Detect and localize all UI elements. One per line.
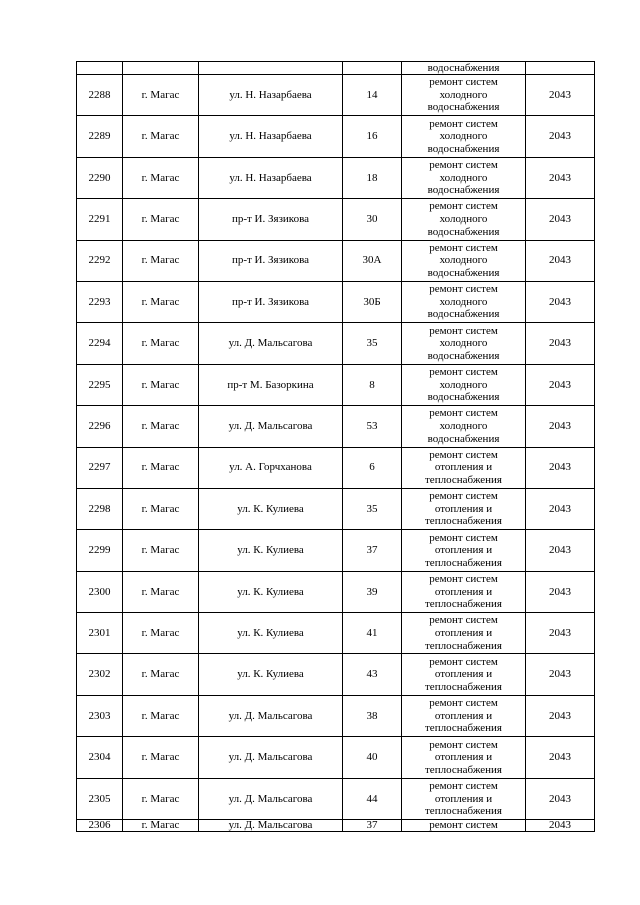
table-row xyxy=(77,75,595,116)
cell-city: г. Магас xyxy=(123,695,199,736)
cell-year: 2043 xyxy=(526,199,595,240)
table-row xyxy=(77,323,595,364)
table-row xyxy=(77,571,595,612)
cell-work-type: ремонт систем отопления и теплоснабжения xyxy=(402,613,526,654)
cell-work-type: ремонт систем отопления и теплоснабжения xyxy=(402,778,526,819)
cell-number: 2304 xyxy=(77,737,123,778)
cell-street: ул. Н. Назарбаева xyxy=(199,157,343,198)
cell-street: ул. Д. Мальсагова xyxy=(199,820,343,832)
repair-schedule-table xyxy=(76,61,595,832)
cell-number: 2294 xyxy=(77,323,123,364)
table-row xyxy=(77,406,595,447)
cell-house: 14 xyxy=(343,75,402,116)
table-row xyxy=(77,654,595,695)
table-row xyxy=(77,695,595,736)
cell-city: г. Магас xyxy=(123,157,199,198)
cell-house: 35 xyxy=(343,323,402,364)
cell-house: 39 xyxy=(343,571,402,612)
cell-house: 37 xyxy=(343,820,402,832)
cell-number: 2297 xyxy=(77,447,123,488)
cell-house: 38 xyxy=(343,695,402,736)
cell-house: 43 xyxy=(343,654,402,695)
cell-house: 35 xyxy=(343,488,402,529)
cell-house: 40 xyxy=(343,737,402,778)
cell-city: г. Магас xyxy=(123,364,199,405)
cell-year: 2043 xyxy=(526,447,595,488)
cell-street: ул. Н. Назарбаева xyxy=(199,75,343,116)
cell-city: г. Магас xyxy=(123,530,199,571)
cell-street: ул. А. Горчханова xyxy=(199,447,343,488)
cell-year: 2043 xyxy=(526,654,595,695)
cell-year: 2043 xyxy=(526,75,595,116)
table-body xyxy=(77,62,595,832)
cell-city: г. Магас xyxy=(123,199,199,240)
cell-work-type: ремонт систем холодного водоснабжения xyxy=(402,406,526,447)
cell-year: 2043 xyxy=(526,695,595,736)
cell-year xyxy=(526,62,595,75)
cell-work-type: ремонт систем отопления и теплоснабжения xyxy=(402,488,526,529)
cell-number: 2289 xyxy=(77,116,123,157)
cell-year: 2043 xyxy=(526,820,595,832)
cell-work-type: водоснабжения xyxy=(402,62,526,75)
cell-number: 2292 xyxy=(77,240,123,281)
cell-year: 2043 xyxy=(526,364,595,405)
cell-year: 2043 xyxy=(526,488,595,529)
cell-year: 2043 xyxy=(526,406,595,447)
cell-city: г. Магас xyxy=(123,240,199,281)
cell-street: ул. Н. Назарбаева xyxy=(199,116,343,157)
cell-house: 44 xyxy=(343,778,402,819)
cell-street: пр-т И. Зязикова xyxy=(199,240,343,281)
cell-work-type: ремонт систем холодного водоснабжения xyxy=(402,75,526,116)
table-row xyxy=(77,737,595,778)
cell-work-type: ремонт систем холодного водоснабжения xyxy=(402,116,526,157)
cell-street: ул. Д. Мальсагова xyxy=(199,737,343,778)
cell-city: г. Магас xyxy=(123,116,199,157)
cell-work-type: ремонт систем холодного водоснабжения xyxy=(402,323,526,364)
cell-house: 18 xyxy=(343,157,402,198)
cell-house: 41 xyxy=(343,613,402,654)
table-row xyxy=(77,820,595,832)
cell-work-type: ремонт систем холодного водоснабжения xyxy=(402,199,526,240)
cell-work-type: ремонт систем отопления и теплоснабжения xyxy=(402,530,526,571)
cell-number: 2298 xyxy=(77,488,123,529)
cell-city: г. Магас xyxy=(123,75,199,116)
table-row xyxy=(77,530,595,571)
cell-number: 2288 xyxy=(77,75,123,116)
cell-number: 2293 xyxy=(77,281,123,322)
cell-city: г. Магас xyxy=(123,281,199,322)
table-row xyxy=(77,62,595,75)
cell-year: 2043 xyxy=(526,530,595,571)
cell-city: г. Магас xyxy=(123,488,199,529)
cell-work-type: ремонт систем xyxy=(402,820,526,832)
cell-city: г. Магас xyxy=(123,737,199,778)
table-row xyxy=(77,281,595,322)
cell-number: 2290 xyxy=(77,157,123,198)
cell-street: ул. К. Кулиева xyxy=(199,530,343,571)
table-row xyxy=(77,116,595,157)
cell-house xyxy=(343,62,402,75)
cell-house: 53 xyxy=(343,406,402,447)
cell-street: пр-т И. Зязикова xyxy=(199,199,343,240)
cell-work-type: ремонт систем отопления и теплоснабжения xyxy=(402,737,526,778)
cell-number xyxy=(77,62,123,75)
cell-number: 2305 xyxy=(77,778,123,819)
cell-year: 2043 xyxy=(526,116,595,157)
table-row xyxy=(77,488,595,529)
cell-year: 2043 xyxy=(526,613,595,654)
cell-year: 2043 xyxy=(526,281,595,322)
cell-house: 8 xyxy=(343,364,402,405)
cell-work-type: ремонт систем отопления и теплоснабжения xyxy=(402,447,526,488)
cell-street: ул. К. Кулиева xyxy=(199,488,343,529)
cell-number: 2306 xyxy=(77,820,123,832)
table-row xyxy=(77,199,595,240)
cell-city: г. Магас xyxy=(123,406,199,447)
cell-work-type: ремонт систем холодного водоснабжения xyxy=(402,364,526,405)
table-row xyxy=(77,447,595,488)
cell-house: 30 xyxy=(343,199,402,240)
table-row xyxy=(77,240,595,281)
cell-street: ул. К. Кулиева xyxy=(199,571,343,612)
cell-street: ул. К. Кулиева xyxy=(199,613,343,654)
cell-year: 2043 xyxy=(526,778,595,819)
cell-house: 37 xyxy=(343,530,402,571)
cell-work-type: ремонт систем отопления и теплоснабжения xyxy=(402,695,526,736)
cell-house: 6 xyxy=(343,447,402,488)
cell-year: 2043 xyxy=(526,240,595,281)
cell-street xyxy=(199,62,343,75)
cell-work-type: ремонт систем холодного водоснабжения xyxy=(402,157,526,198)
cell-street: ул. К. Кулиева xyxy=(199,654,343,695)
cell-number: 2291 xyxy=(77,199,123,240)
cell-number: 2295 xyxy=(77,364,123,405)
cell-city: г. Магас xyxy=(123,654,199,695)
cell-number: 2299 xyxy=(77,530,123,571)
table-row xyxy=(77,157,595,198)
cell-number: 2302 xyxy=(77,654,123,695)
cell-city: г. Магас xyxy=(123,778,199,819)
cell-city: г. Магас xyxy=(123,571,199,612)
cell-number: 2296 xyxy=(77,406,123,447)
cell-year: 2043 xyxy=(526,571,595,612)
table-row xyxy=(77,613,595,654)
cell-number: 2303 xyxy=(77,695,123,736)
cell-city: г. Магас xyxy=(123,613,199,654)
cell-street: ул. Д. Мальсагова xyxy=(199,695,343,736)
cell-street: пр-т М. Базоркина xyxy=(199,364,343,405)
cell-house: 30А xyxy=(343,240,402,281)
cell-street: ул. Д. Мальсагова xyxy=(199,778,343,819)
cell-street: ул. Д. Мальсагова xyxy=(199,406,343,447)
cell-year: 2043 xyxy=(526,157,595,198)
cell-city: г. Магас xyxy=(123,447,199,488)
cell-city: г. Магас xyxy=(123,323,199,364)
cell-work-type: ремонт систем отопления и теплоснабжения xyxy=(402,654,526,695)
cell-house: 30Б xyxy=(343,281,402,322)
cell-number: 2301 xyxy=(77,613,123,654)
table-row xyxy=(77,778,595,819)
cell-street: ул. Д. Мальсагова xyxy=(199,323,343,364)
cell-number: 2300 xyxy=(77,571,123,612)
cell-work-type: ремонт систем холодного водоснабжения xyxy=(402,240,526,281)
cell-year: 2043 xyxy=(526,737,595,778)
cell-city: г. Магас xyxy=(123,820,199,832)
cell-work-type: ремонт систем отопления и теплоснабжения xyxy=(402,571,526,612)
table-row xyxy=(77,364,595,405)
cell-year: 2043 xyxy=(526,323,595,364)
cell-street: пр-т И. Зязикова xyxy=(199,281,343,322)
cell-work-type: ремонт систем холодного водоснабжения xyxy=(402,281,526,322)
cell-city xyxy=(123,62,199,75)
cell-house: 16 xyxy=(343,116,402,157)
